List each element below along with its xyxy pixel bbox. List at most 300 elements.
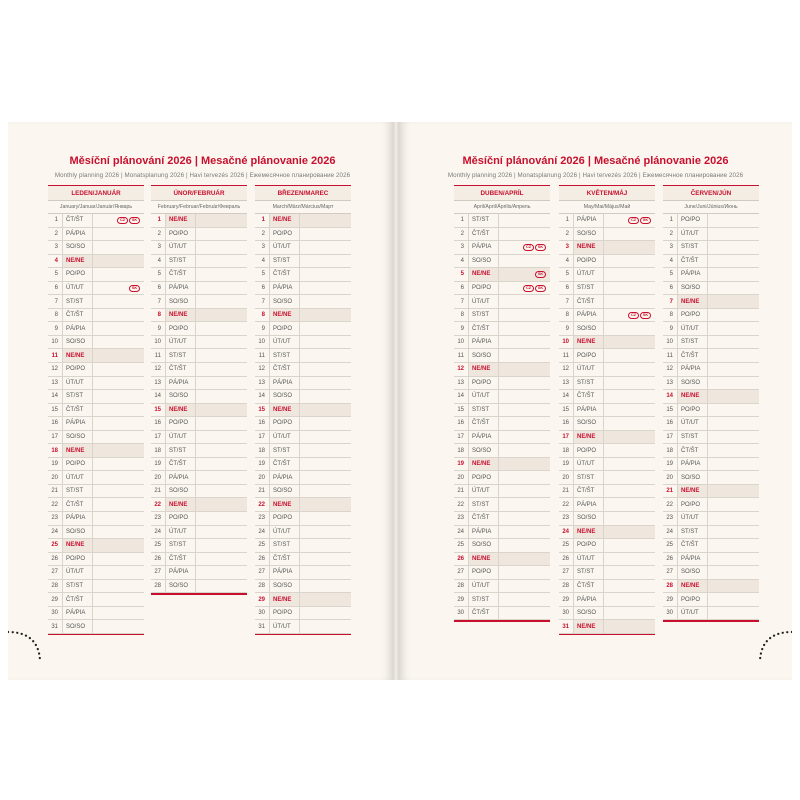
- day-number: 27: [457, 569, 464, 576]
- weekday-label: ÚT/UT: [681, 325, 699, 332]
- note-cell[interactable]: [707, 228, 759, 241]
- note-cell[interactable]: [707, 444, 759, 457]
- note-cell[interactable]: [603, 268, 655, 281]
- note-cell[interactable]: [498, 539, 550, 552]
- note-cell[interactable]: [195, 471, 247, 484]
- day-row: [559, 349, 655, 363]
- note-cell[interactable]: [603, 607, 655, 620]
- weekday-label: ST/ST: [472, 312, 490, 319]
- month-march: [255, 185, 351, 635]
- note-cell[interactable]: [603, 458, 655, 471]
- note-cell[interactable]: [603, 390, 655, 403]
- note-cell[interactable]: [603, 498, 655, 511]
- note-cell[interactable]: [195, 214, 247, 227]
- day-cell: [677, 349, 759, 362]
- day-number: 31: [51, 623, 58, 630]
- note-cell[interactable]: [498, 377, 550, 390]
- note-cell[interactable]: [603, 377, 655, 390]
- holiday-sk-badge: SK: [535, 244, 546, 251]
- day-row: [151, 336, 247, 350]
- note-cell[interactable]: [498, 309, 550, 322]
- note-cell[interactable]: [299, 498, 351, 511]
- weekday-label: SO/SO: [472, 257, 492, 264]
- note-cell[interactable]: [498, 228, 550, 241]
- day-number: 4: [565, 257, 569, 264]
- day-row: [454, 214, 550, 228]
- note-cell[interactable]: [707, 593, 759, 606]
- day-number: 5: [54, 271, 58, 278]
- note-cell[interactable]: [603, 512, 655, 525]
- weekday-label: ST/ST: [472, 406, 490, 413]
- day-row: [48, 417, 144, 431]
- note-cell[interactable]: [603, 553, 655, 566]
- note-cell[interactable]: [498, 404, 550, 417]
- note-cell[interactable]: [603, 593, 655, 606]
- weekday-label: ÚT/UT: [472, 488, 490, 495]
- note-cell[interactable]: [498, 553, 550, 566]
- day-row: [559, 431, 655, 445]
- note-cell[interactable]: [603, 336, 655, 349]
- day-row: [255, 526, 351, 540]
- note-cell[interactable]: [92, 241, 144, 254]
- weekday-label: ST/ST: [681, 528, 699, 535]
- note-cell[interactable]: [299, 580, 351, 593]
- day-number: 30: [457, 610, 464, 617]
- note-cell[interactable]: [603, 526, 655, 539]
- note-cell[interactable]: [498, 322, 550, 335]
- note-cell[interactable]: [603, 228, 655, 241]
- note-cell[interactable]: [299, 282, 351, 295]
- day-number: 1: [157, 217, 161, 224]
- note-cell[interactable]: [498, 417, 550, 430]
- note-cell[interactable]: [603, 255, 655, 268]
- note-cell[interactable]: [195, 512, 247, 525]
- note-cell[interactable]: [195, 241, 247, 254]
- note-cell[interactable]: [707, 498, 759, 511]
- day-cell: [677, 241, 759, 254]
- note-cell[interactable]: [299, 417, 351, 430]
- corner-dots-decoration: [752, 622, 792, 662]
- note-cell[interactable]: [707, 607, 759, 620]
- day-cell: [468, 566, 550, 579]
- note-cell[interactable]: [195, 282, 247, 295]
- note-cell[interactable]: [603, 539, 655, 552]
- day-cell: [677, 404, 759, 417]
- note-cell[interactable]: [92, 512, 144, 525]
- note-cell[interactable]: [92, 471, 144, 484]
- day-number: 26: [666, 555, 673, 562]
- day-cell: [468, 349, 550, 362]
- day-cell: [269, 431, 351, 444]
- note-cell[interactable]: [92, 255, 144, 268]
- weekday-label: PÁ/PIA: [66, 610, 86, 617]
- note-cell[interactable]: [603, 282, 655, 295]
- note-cell[interactable]: [603, 431, 655, 444]
- day-number: 14: [457, 393, 464, 400]
- day-cell: [165, 553, 247, 566]
- day-cell: [468, 268, 550, 281]
- note-cell[interactable]: [299, 471, 351, 484]
- note-cell[interactable]: [195, 526, 247, 539]
- note-cell[interactable]: [498, 214, 550, 227]
- weekday-label: NE/NE: [66, 542, 85, 549]
- day-number: 29: [666, 596, 673, 603]
- day-cell: [573, 539, 655, 552]
- day-cell: [468, 431, 550, 444]
- weekday-label: PÁ/PIA: [577, 596, 597, 603]
- note-cell[interactable]: [498, 336, 550, 349]
- day-number: 21: [51, 488, 58, 495]
- note-cell[interactable]: [707, 404, 759, 417]
- note-cell[interactable]: [195, 363, 247, 376]
- note-cell[interactable]: [707, 322, 759, 335]
- weekday-label: SO/SO: [169, 488, 189, 495]
- note-cell[interactable]: [603, 620, 655, 633]
- note-cell[interactable]: [498, 485, 550, 498]
- note-cell[interactable]: [707, 336, 759, 349]
- month-bottom-rule: [454, 620, 550, 622]
- month-header: KVĚTEN/MÁJ: [559, 185, 655, 201]
- note-cell[interactable]: [603, 241, 655, 254]
- day-number: 3: [261, 244, 265, 251]
- note-cell[interactable]: [195, 431, 247, 444]
- day-cell: [269, 417, 351, 430]
- weekday-label: PÁ/PIA: [273, 474, 293, 481]
- note-cell[interactable]: [92, 295, 144, 308]
- note-cell[interactable]: [195, 498, 247, 511]
- weekday-label: PÁ/PIA: [273, 569, 293, 576]
- note-cell[interactable]: [92, 485, 144, 498]
- note-cell[interactable]: [92, 349, 144, 362]
- day-cell: [165, 363, 247, 376]
- weekday-label: ÚT/UT: [273, 339, 291, 346]
- note-cell[interactable]: [707, 566, 759, 579]
- day-row: [151, 444, 247, 458]
- weekday-label: PO/PO: [577, 542, 597, 549]
- note-cell[interactable]: [707, 471, 759, 484]
- note-cell[interactable]: [707, 255, 759, 268]
- note-cell[interactable]: [195, 485, 247, 498]
- note-cell[interactable]: [299, 512, 351, 525]
- day-row: [48, 322, 144, 336]
- day-number: 19: [258, 461, 265, 468]
- day-cell: [62, 349, 144, 362]
- note-cell[interactable]: [498, 526, 550, 539]
- note-cell[interactable]: [92, 498, 144, 511]
- note-cell[interactable]: [707, 553, 759, 566]
- note-cell[interactable]: [92, 526, 144, 539]
- note-cell[interactable]: [299, 607, 351, 620]
- day-number: 3: [157, 244, 161, 251]
- note-cell[interactable]: [299, 336, 351, 349]
- note-cell[interactable]: [195, 255, 247, 268]
- note-cell[interactable]: [707, 363, 759, 376]
- weekday-label: ÚT/UT: [169, 339, 187, 346]
- note-cell[interactable]: [195, 309, 247, 322]
- note-cell[interactable]: [498, 498, 550, 511]
- note-cell[interactable]: [707, 268, 759, 281]
- weekday-label: ČT/ŠT: [66, 406, 84, 413]
- note-cell[interactable]: [498, 593, 550, 606]
- note-cell[interactable]: [603, 363, 655, 376]
- note-cell[interactable]: [707, 390, 759, 403]
- note-cell[interactable]: [92, 322, 144, 335]
- day-row: [559, 620, 655, 634]
- note-cell[interactable]: [299, 214, 351, 227]
- note-cell[interactable]: [707, 241, 759, 254]
- day-number: 6: [54, 285, 58, 291]
- note-cell[interactable]: [707, 458, 759, 471]
- note-cell[interactable]: [498, 458, 550, 471]
- weekday-label: ČT/ŠT: [577, 488, 595, 495]
- weekday-label: ÚT/UT: [681, 515, 699, 522]
- note-cell[interactable]: [299, 363, 351, 376]
- note-cell[interactable]: [92, 593, 144, 606]
- weekday-label: NE/NE: [577, 434, 596, 441]
- note-cell[interactable]: [92, 390, 144, 403]
- day-number: 22: [562, 501, 569, 508]
- day-row: [559, 417, 655, 431]
- note-cell[interactable]: [299, 309, 351, 322]
- day-row: [48, 553, 144, 567]
- note-cell[interactable]: [195, 404, 247, 417]
- note-cell[interactable]: [603, 566, 655, 579]
- note-cell[interactable]: [299, 620, 351, 633]
- day-number: 19: [562, 461, 569, 468]
- note-cell[interactable]: [299, 390, 351, 403]
- note-cell[interactable]: [498, 255, 550, 268]
- weekday-label: ST/ST: [681, 244, 699, 251]
- note-cell[interactable]: [195, 268, 247, 281]
- day-row: [454, 404, 550, 418]
- day-number: 22: [258, 501, 265, 508]
- note-cell[interactable]: [707, 539, 759, 552]
- day-cell: [269, 309, 351, 322]
- day-row: [663, 566, 759, 580]
- note-cell[interactable]: [707, 282, 759, 295]
- note-cell[interactable]: [498, 390, 550, 403]
- day-row: [255, 349, 351, 363]
- day-row: [663, 471, 759, 485]
- note-cell[interactable]: [498, 431, 550, 444]
- note-cell[interactable]: [195, 377, 247, 390]
- day-number: 5: [157, 271, 161, 278]
- note-cell[interactable]: [498, 512, 550, 525]
- day-number: 6: [565, 285, 569, 291]
- day-cell: [269, 566, 351, 579]
- day-number: 8: [54, 312, 58, 319]
- note-cell[interactable]: [195, 566, 247, 579]
- note-cell[interactable]: [195, 336, 247, 349]
- day-number: 18: [51, 447, 58, 454]
- note-cell[interactable]: [498, 471, 550, 484]
- note-cell[interactable]: [498, 580, 550, 593]
- note-cell[interactable]: [707, 512, 759, 525]
- note-cell[interactable]: [92, 620, 144, 633]
- note-cell[interactable]: [299, 228, 351, 241]
- day-cell: [677, 228, 759, 241]
- note-cell[interactable]: [92, 580, 144, 593]
- day-row: [255, 295, 351, 309]
- day-number: 25: [562, 542, 569, 549]
- day-cell: [62, 526, 144, 539]
- weekday-label: ST/ST: [577, 569, 595, 576]
- note-cell[interactable]: [498, 566, 550, 579]
- note-cell[interactable]: [195, 444, 247, 457]
- day-cell: [62, 322, 144, 335]
- note-cell[interactable]: [195, 553, 247, 566]
- note-cell[interactable]: [195, 458, 247, 471]
- note-cell[interactable]: [603, 485, 655, 498]
- note-cell[interactable]: [707, 377, 759, 390]
- day-number: 9: [157, 325, 161, 332]
- day-number: 12: [258, 366, 265, 373]
- day-number: 27: [51, 569, 58, 576]
- day-cell: [573, 526, 655, 539]
- day-cell: [468, 363, 550, 376]
- day-row: [454, 363, 550, 377]
- day-cell: [165, 431, 247, 444]
- note-cell[interactable]: [299, 349, 351, 362]
- day-cell: [269, 295, 351, 308]
- day-row: [48, 566, 144, 580]
- note-cell[interactable]: [498, 349, 550, 362]
- note-cell[interactable]: [299, 295, 351, 308]
- note-cell[interactable]: [707, 485, 759, 498]
- day-cell: [677, 336, 759, 349]
- note-cell[interactable]: [299, 241, 351, 254]
- note-cell[interactable]: [299, 553, 351, 566]
- note-cell[interactable]: [707, 214, 759, 227]
- day-cell: [468, 539, 550, 552]
- note-cell[interactable]: [603, 580, 655, 593]
- note-cell[interactable]: [92, 228, 144, 241]
- note-cell[interactable]: [195, 580, 247, 593]
- note-cell[interactable]: [195, 539, 247, 552]
- day-number: 20: [154, 474, 161, 481]
- note-cell[interactable]: [92, 458, 144, 471]
- note-cell[interactable]: [603, 417, 655, 430]
- day-row: [559, 268, 655, 282]
- note-cell[interactable]: [195, 322, 247, 335]
- note-cell[interactable]: [92, 539, 144, 552]
- weekday-label: PO/PO: [681, 406, 701, 413]
- weekday-label: ÚT/UT: [273, 623, 291, 630]
- day-cell: [62, 539, 144, 552]
- weekday-label: ÚT/UT: [577, 366, 595, 373]
- note-cell[interactable]: [92, 553, 144, 566]
- note-cell[interactable]: [707, 309, 759, 322]
- note-cell[interactable]: [299, 322, 351, 335]
- note-cell[interactable]: [299, 566, 351, 579]
- note-cell[interactable]: [195, 390, 247, 403]
- note-cell[interactable]: [92, 336, 144, 349]
- day-number: 16: [562, 420, 569, 427]
- day-cell: [468, 498, 550, 511]
- day-number: 5: [565, 271, 569, 278]
- day-number: 15: [562, 406, 569, 413]
- weekday-label: SO/SO: [577, 610, 597, 617]
- note-cell[interactable]: [299, 404, 351, 417]
- day-cell: [165, 295, 247, 308]
- weekday-label: ČT/ŠT: [66, 312, 84, 319]
- note-cell[interactable]: [299, 268, 351, 281]
- note-cell[interactable]: [707, 417, 759, 430]
- note-cell[interactable]: [603, 349, 655, 362]
- note-cell[interactable]: [498, 363, 550, 376]
- note-cell[interactable]: [299, 431, 351, 444]
- note-cell[interactable]: [92, 607, 144, 620]
- note-cell[interactable]: [299, 526, 351, 539]
- note-cell[interactable]: [195, 295, 247, 308]
- note-cell[interactable]: [603, 471, 655, 484]
- note-cell[interactable]: [299, 539, 351, 552]
- day-number: 1: [460, 217, 464, 224]
- day-cell: [677, 458, 759, 471]
- note-cell[interactable]: [92, 363, 144, 376]
- day-cell: [165, 580, 247, 593]
- note-cell[interactable]: [498, 607, 550, 620]
- note-cell[interactable]: [498, 444, 550, 457]
- note-cell[interactable]: [603, 404, 655, 417]
- day-number: 25: [154, 542, 161, 549]
- day-row: [454, 390, 550, 404]
- note-cell[interactable]: [498, 295, 550, 308]
- note-cell[interactable]: [92, 268, 144, 281]
- note-cell[interactable]: [92, 309, 144, 322]
- note-cell[interactable]: [707, 349, 759, 362]
- note-cell[interactable]: [195, 349, 247, 362]
- note-cell[interactable]: [707, 295, 759, 308]
- note-cell[interactable]: [92, 431, 144, 444]
- day-row: [255, 431, 351, 445]
- note-cell[interactable]: [603, 444, 655, 457]
- day-row: [663, 593, 759, 607]
- note-cell[interactable]: [299, 458, 351, 471]
- note-cell[interactable]: [299, 444, 351, 457]
- day-row: [454, 309, 550, 323]
- note-cell[interactable]: [299, 377, 351, 390]
- day-row: [255, 228, 351, 242]
- note-cell[interactable]: [603, 322, 655, 335]
- weekday-label: ČT/ŠT: [273, 271, 291, 278]
- note-cell[interactable]: [92, 566, 144, 579]
- day-number: 24: [154, 528, 161, 535]
- note-cell[interactable]: [299, 485, 351, 498]
- note-cell[interactable]: [92, 444, 144, 457]
- weekday-label: SO/SO: [577, 230, 597, 237]
- day-cell: [677, 593, 759, 606]
- weekday-label: ST/ST: [273, 257, 291, 264]
- day-number: 30: [562, 610, 569, 617]
- note-cell[interactable]: [707, 526, 759, 539]
- note-cell[interactable]: [195, 228, 247, 241]
- day-row: [559, 471, 655, 485]
- note-cell[interactable]: [195, 417, 247, 430]
- note-cell[interactable]: [299, 255, 351, 268]
- note-cell[interactable]: [707, 580, 759, 593]
- note-cell[interactable]: [92, 377, 144, 390]
- day-cell: [677, 539, 759, 552]
- note-cell[interactable]: [92, 417, 144, 430]
- day-number: 8: [565, 312, 569, 319]
- note-cell[interactable]: [299, 593, 351, 606]
- note-cell[interactable]: [707, 431, 759, 444]
- note-cell[interactable]: [603, 295, 655, 308]
- note-cell[interactable]: [92, 404, 144, 417]
- weekday-label: SO/SO: [577, 515, 597, 522]
- holiday-sk-badge: SK: [640, 312, 651, 319]
